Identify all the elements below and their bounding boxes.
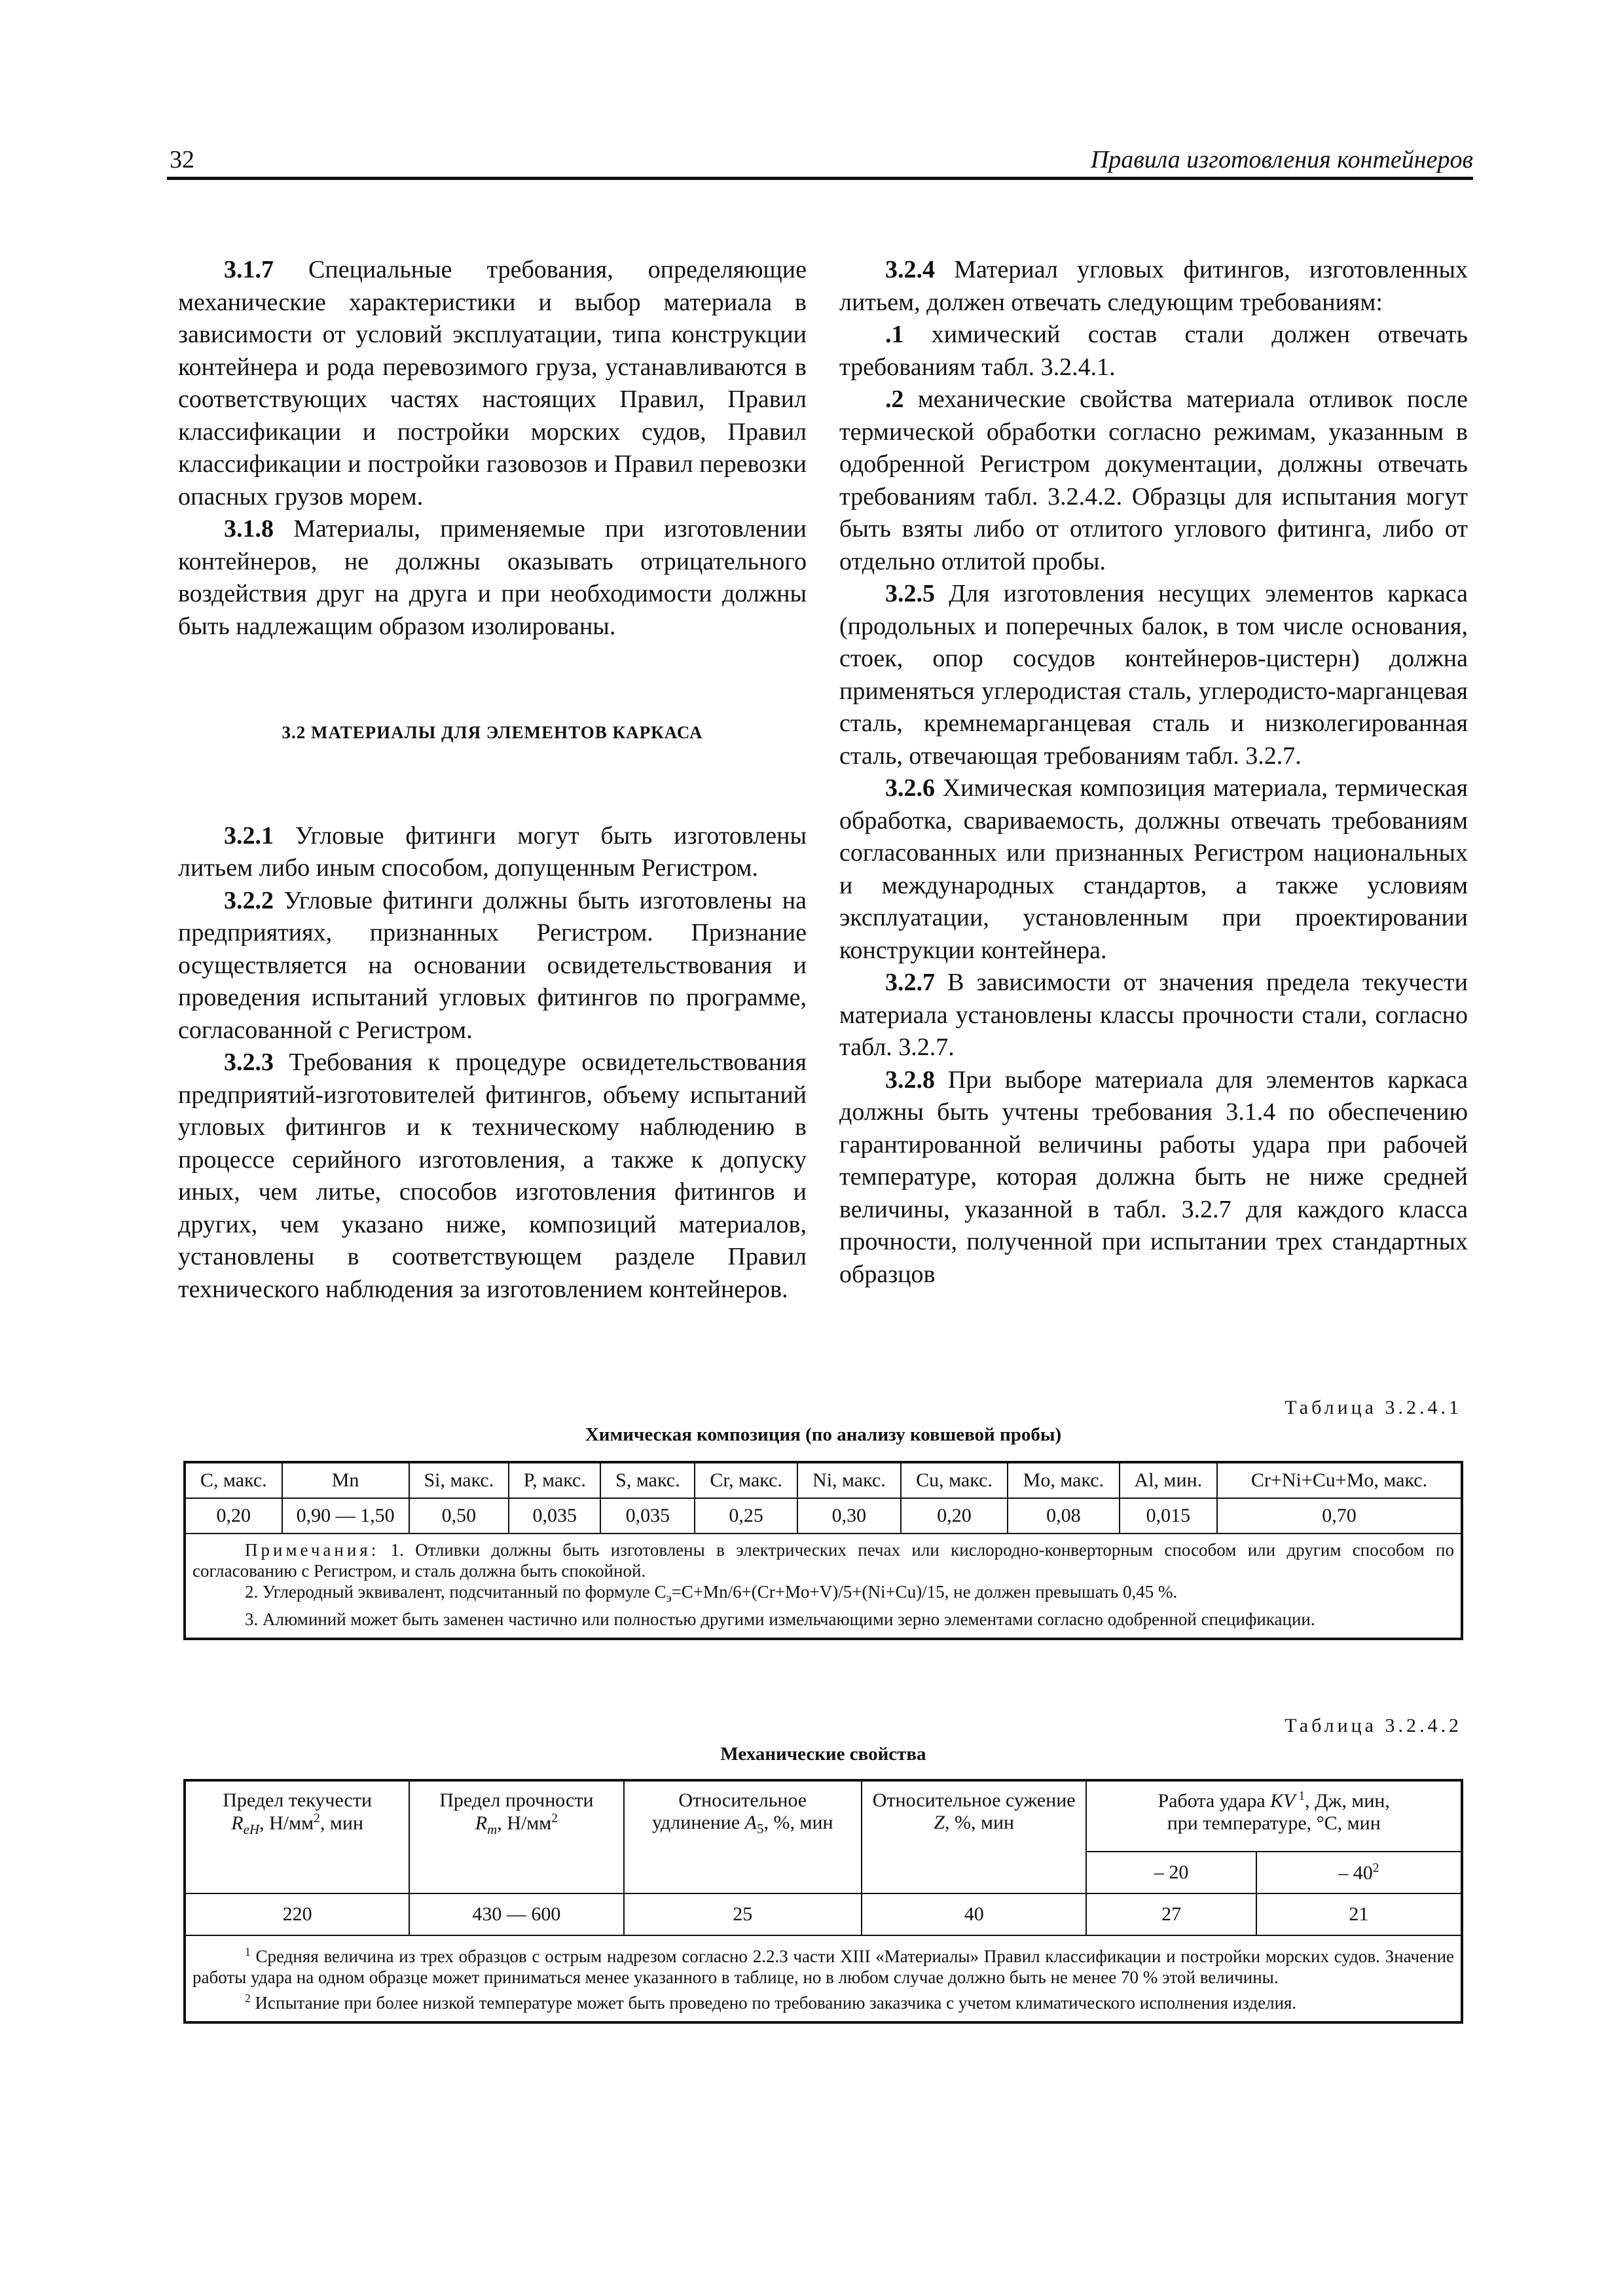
footnote-text: Испытание при более низкой температуре может быть проведено по требованию заказчика с учетом климатического исполнения изделия. <box>250 1993 1297 2013</box>
table-cell: 430 — 600 <box>409 1893 623 1935</box>
note-1 <box>192 1539 1454 1581</box>
running-title: Правила изготовления контейнеров <box>1090 146 1473 173</box>
table-cell: 0,25 <box>695 1498 797 1534</box>
table-cell: 0,035 <box>600 1498 695 1534</box>
clause-text: Угловые фитинги могут быть изготовлены литьем либо иным способом, допущенным Регистром. <box>178 821 807 882</box>
clause-text: Для изготовления несущих элементов каркаса (продольных и поперечных балок, в том числе основания, стоек, опор сосудов контейнеров-цистерн) должна применяться углеродистая сталь, углеродисто-марганцевая сталь, кремнемарганцевая сталь и низколегированная сталь, отвечающая требованиям табл. 3.2.7. <box>839 580 1468 770</box>
item-text: химический состав стали должен отвечать требованиям табл. 3.2.4.1. <box>839 321 1468 381</box>
table-notes <box>185 1534 1462 1639</box>
table-header-cell: Cu, макс. <box>901 1462 1008 1498</box>
clause-text: Химическая композиция материала, термическая обработка, свариваемость, должны отвечать требованиям согласованных или признанных Регистром национальных и международных стандартов, а также условиям эксплуатации, установленным при проектировании конструкции контейнера. <box>839 774 1468 964</box>
clause-text: Специальные требования, определяющие механические характеристики и выбор материала в зависимости от условий эксплуатации, типа конструкции контейнера и рода перевозимого груза, устанавливаются в соответствующих частях настоящих Правил, Правил классификации и постройки морских судов, Правил классификации и постройки газовозов и Правил перевозки опасных грузов морем. <box>178 256 807 511</box>
clause-text: При выборе материала для элементов каркаса должны быть учтены требования 3.1.4 по обеспечению гарантированной величины работы удара при рабочей температуре, которая должна быть не ниже средней величины, указанной в табл. 3.2.7 для каждого класса прочности, полученной при испытании трех стандартных образцов <box>839 1066 1468 1288</box>
temperature-subheader: – 20 <box>1086 1852 1256 1893</box>
paragraph-3-2-6 <box>839 772 1468 967</box>
notes-label: Примечания: <box>245 1540 380 1560</box>
table-cell: 0,90 — 1,50 <box>282 1498 409 1534</box>
table-cell: 27 <box>1086 1893 1256 1935</box>
paragraph-3-2-3 <box>178 1047 807 1306</box>
header-line: Относительное <box>678 1789 807 1811</box>
table-cell: 25 <box>624 1893 862 1935</box>
clause-number: 3.2.5 <box>885 580 935 607</box>
note-2 <box>192 1581 1454 1609</box>
clause-text: Требования к процедуре освидетельствования предприятий-изготовителей фитингов, объему испытаний угловых фитингов и к техническому наблюдению в процессе серийного изготовления, а также к допуску иных, чем литье, способов изготовления фитингов и других, чем указано ниже, композиций материалов, установлены в соответствующем разделе Правил технического наблюдения за изготовлением контейнеров. <box>178 1049 807 1303</box>
header-line: Предел текучести <box>223 1789 373 1811</box>
table-cell: 0,70 <box>1217 1498 1462 1534</box>
header-line: Z, %, мин <box>934 1812 1015 1833</box>
paragraph-3-2-4 <box>839 254 1468 319</box>
table-cell: 0,08 <box>1008 1498 1119 1534</box>
table-cell: 0,30 <box>797 1498 901 1534</box>
table-header-cell: Cr+Ni+Cu+Mo, макс. <box>1217 1462 1462 1498</box>
reduction-of-area-header <box>862 1780 1086 1893</box>
table-header-cell: P, макс. <box>509 1462 600 1498</box>
table-header-row <box>185 1780 1462 1852</box>
clause-number: 3.2.7 <box>885 969 935 996</box>
table-header-cell: Cr, макс. <box>695 1462 797 1498</box>
header-line: удлинение $A_5$, %, мин <box>651 1812 833 1837</box>
paragraph-3-2-2 <box>178 885 807 1047</box>
page-header <box>167 145 1473 180</box>
section-heading: 3.2 МАТЕРИАЛЫ ДЛЯ ЭЛЕМЕНТОВ КАРКАСА <box>282 723 703 742</box>
table-cell: 0,035 <box>509 1498 600 1534</box>
paragraph-3-2-5 <box>839 578 1468 772</box>
table-label: Таблица 3.2.4.2 <box>1285 1715 1462 1736</box>
table-cell: 0,50 <box>409 1498 509 1534</box>
clause-number: 3.2.4 <box>885 256 935 283</box>
table-header-cell: C, макс. <box>185 1462 282 1498</box>
clause-number: 3.2.2 <box>224 886 274 914</box>
clause-text: Материалы, применяемые при изготовлении контейнеров, не должны оказывать отрицательного воздействия друг на друга и при необходимости должны быть надлежащим образом изолированы. <box>178 515 807 640</box>
table-header-cell: Mn <box>282 1462 409 1498</box>
clause-text: В зависимости от значения предела текучести материала установлены классы прочности стали, согласно табл. 3.2.7. <box>839 969 1468 1061</box>
table-header-row <box>185 1462 1462 1498</box>
paragraph-3-2-8 <box>839 1064 1468 1291</box>
table-cell: 220 <box>185 1893 409 1935</box>
table-row <box>185 1498 1462 1534</box>
note-text: 2. Углеродный эквивалент, подсчитанный по формуле C <box>245 1582 666 1602</box>
table-cell: 0,20 <box>185 1498 282 1534</box>
table-header-cell: S, макс. <box>600 1462 695 1498</box>
clause-number: 3.1.7 <box>224 256 274 283</box>
footnote-marker: 2 <box>245 1992 251 2005</box>
clause-number: 3.2.6 <box>885 774 935 802</box>
note-text: =C+Mn/6+(Cr+Mo+V)/5+(Ni+Cu)/15, не должен превышать 0,45 %. <box>671 1582 1178 1602</box>
item-2 <box>839 384 1468 578</box>
note-text: 1. Отливки должны быть изготовлены в электрических печах или кислородно-конверторным способом или другим способом по согласованию с Регистром, и сталь должна быть спокойной. <box>192 1540 1454 1581</box>
right-column <box>839 254 1468 1291</box>
clause-text: Угловые фитинги должны быть изготовлены на предприятиях, признанных Регистром. Признание осуществляется на основании освидетельствования и проведения испытаний угловых фитингов по программе, согласованной с Регистром. <box>178 886 807 1044</box>
item-number: .2 <box>885 386 904 413</box>
clause-text: Материал угловых фитингов, изготовленных литьем, должен отвечать следующим требованиям: <box>839 256 1468 316</box>
table-cell: 21 <box>1256 1893 1462 1935</box>
footnote-1 <box>192 1941 1454 1988</box>
header-line: при температуре, °С, мин <box>1167 1812 1381 1834</box>
header-line: Работа удара KV $^1$, Дж, мин, <box>1158 1789 1390 1812</box>
footnote-marker: 1 <box>245 1945 251 1958</box>
yield-strength-header <box>185 1780 409 1893</box>
temperature-subheader: – $40^2$ <box>1256 1852 1462 1893</box>
item-1 <box>839 319 1468 384</box>
note-subscript: э <box>666 1591 672 1605</box>
paragraph-3-1-7 <box>178 254 807 513</box>
paragraph-3-2-1 <box>178 820 807 885</box>
table-header-cell: Si, макс. <box>409 1462 509 1498</box>
table-footnotes <box>185 1935 1462 2022</box>
header-line: Предел прочности <box>439 1789 594 1811</box>
item-number: .1 <box>885 321 904 348</box>
header-line: $R_m$, $Н/мм^2$ <box>475 1812 558 1837</box>
footnote-2 <box>192 1988 1454 2013</box>
paragraph-3-2-7 <box>839 967 1468 1064</box>
table-cell: 40 <box>862 1893 1086 1935</box>
table-row <box>185 1893 1462 1935</box>
left-column <box>178 254 807 1306</box>
page-number: 32 <box>170 146 194 173</box>
elongation-header <box>624 1780 862 1893</box>
chemical-composition-table <box>183 1461 1463 1640</box>
note-3: 3. Алюминий может быть заменен частично или полностью другими измельчающими зерно элементами согласно одобренной спецификации. <box>245 1609 1315 1630</box>
table-header-cell: Mo, макс. <box>1008 1462 1119 1498</box>
impact-energy-header <box>1086 1780 1462 1852</box>
table-title: Химическая композиция (по анализу ковшевой пробы) <box>585 1424 1062 1445</box>
mechanical-properties-table <box>183 1779 1463 2024</box>
table-cell: 0,20 <box>901 1498 1008 1534</box>
table-header-cell: Al, мин. <box>1120 1462 1217 1498</box>
table-title: Механические свойства <box>720 1744 926 1765</box>
clause-number: 3.1.8 <box>224 515 274 543</box>
table-notes-row <box>185 1534 1462 1639</box>
footnote-text: Средняя величина из трех образцов с острым надрезом согласно 2.2.3 части XIII «Материалы» Правил классификации и постройки морских судов. Значение работы удара на одном образце может приниматься менее указанного в таблице, но в любом случае должно быть не менее 70 % этой величины. <box>192 1946 1454 1987</box>
clause-number: 3.2.3 <box>224 1049 274 1076</box>
item-text: механические свойства материала отливок после термической обработки согласно режимам, указанным в одобренной Регистром документации, должны отвечать требованиям табл. 3.2.4.2. Образцы для испытания могут быть взяты либо от отлитого углового фитинга, либо от отдельно отлитой пробы. <box>839 386 1468 575</box>
table-cell: 0,015 <box>1120 1498 1217 1534</box>
table-label: Таблица 3.2.4.1 <box>1285 1397 1462 1418</box>
table-footnotes-row <box>185 1935 1462 2022</box>
paragraph-3-1-8 <box>178 513 807 643</box>
clause-number: 3.2.8 <box>885 1066 935 1094</box>
clause-number: 3.2.1 <box>224 821 274 850</box>
table-header-cell: Ni, макс. <box>797 1462 901 1498</box>
tensile-strength-header <box>409 1780 623 1893</box>
header-line: $R_{eH}$, $Н/мм^2$, мин <box>231 1812 363 1837</box>
header-line: Относительное сужение <box>872 1789 1076 1811</box>
